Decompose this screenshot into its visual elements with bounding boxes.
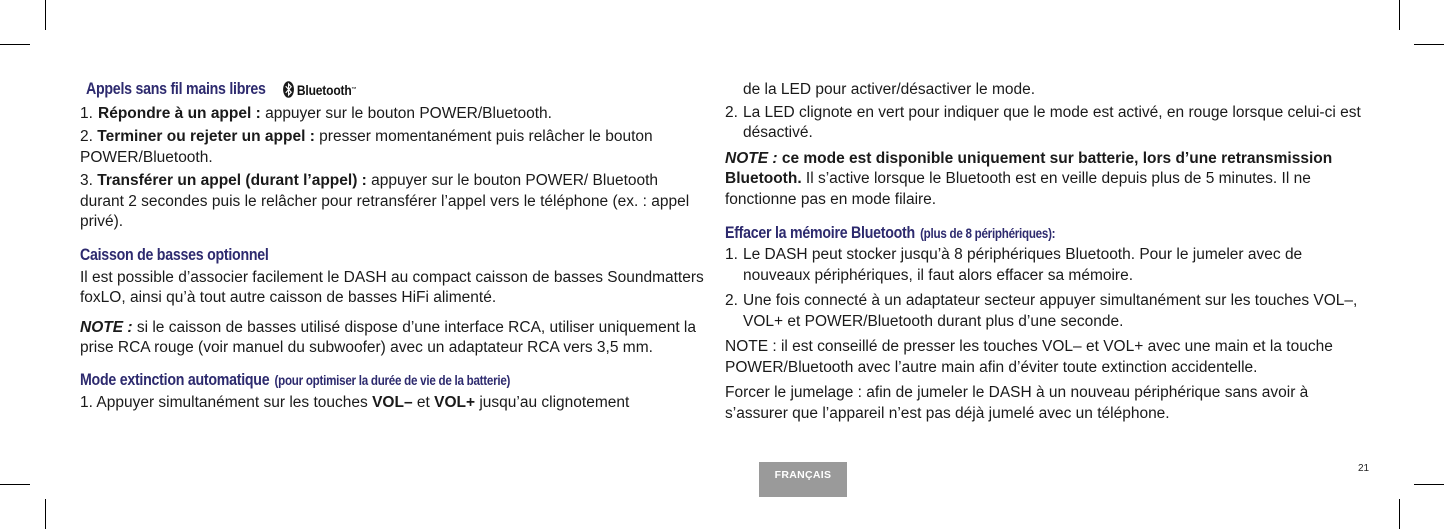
crop-mark [1399,499,1400,529]
bluetooth-wordmark: Bluetooth™ [296,81,357,98]
list-item: 1. Répondre à un appel : appuyer sur le bouton POWER/Bluetooth. [80,104,552,122]
list-item: 2. Une fois connecté à un adaptateur secteur appuyer simultanément sur les touches VOL–, VOL+ et POWER/Bluetooth durant plus d’une seconde. [725,292,1358,330]
crop-mark [1399,0,1400,30]
right-column [725,78,1365,424]
subwoofer-note: NOTE : si le caisson de basses utilisé dispose d’une interface RCA, utiliser uniquement la prise RCA rouge (voir manuel du subwoofer) avec un adaptateur RCA vers 3,5 mm. [80,318,696,357]
page-number: 21 [1358,463,1370,474]
bluetooth-icon [283,81,294,98]
bluetooth-logo [283,79,356,101]
erase-note: NOTE : il est conseillé de presser les touches VOL– et VOL+ avec une main et la touche POWER/Bluetooth avec l’autre main afin d’éviter toute extinction accidentelle. [725,338,1333,376]
erase-memory-heading: Effacer la mémoire Bluetooth (plus de 8 périphériques): [725,224,1056,242]
force-pairing-paragraph: Forcer le jumelage : afin de jumeler le DASH à un nouveau périphérique sans avoir à s’assurer que l’appareil n’est pas déjà jumelé avec un téléphone. [725,384,1309,422]
crop-mark [0,44,30,45]
list-item: 2. La LED clignote en vert pour indiquer que le mode est activé, en rouge lorsque celui-ci est désactivé. [725,103,1361,141]
auto-off-continuation: de la LED pour activer/désactiver le mode. [743,81,1036,98]
battery-note: NOTE : ce mode est disponible uniquement sur batterie, lors d’une retransmission Bluetooth. Il s’active lorsque le Bluetooth est en veille depuis plus de 5 minutes. Il ne fonctionne pas en mode filaire. [725,149,1333,208]
list-item: 2. Terminer ou rejeter un appel : presser momentanément puis relâcher le bouton POWER/Bluetooth. [80,128,653,166]
subwoofer-paragraph: Il est possible d’associer facilement le DASH au compact caisson de basses Soundmatters foxLO, ainsi qu’à tout autre caisson de basses HiFi alimenté. [80,268,704,307]
list-item: 3. Transférer un appel (durant l’appel) : appuyer sur le bouton POWER/ Bluetooth durant 2 secondes puis le relâcher pour retransférer l’appel vers le téléphone (ex. : appel privé). [80,172,690,231]
handsfree-title: Appels sans fil mains libres [86,80,266,98]
crop-mark [45,499,46,529]
crop-mark [45,0,46,30]
list-item: 1. Le DASH peut stocker jusqu’à 8 périphériques Bluetooth. Pour le jumeler avec de nouveaux périphériques, il faut alors effacer sa mémoire. [725,246,1303,284]
left-column [80,78,705,413]
subwoofer-heading: Caisson de basses optionnel [80,245,269,264]
auto-off-step: 1. Appuyer simultanément sur les touches VOL– et VOL+ jusqu’au clignotement [80,393,630,411]
crop-mark [1414,484,1444,485]
crop-mark [1414,44,1444,45]
crop-mark [0,484,30,485]
auto-off-heading: Mode extinction automatique (pour optimiser la durée de vie de la batterie) [80,370,511,389]
language-badge: FRANÇAIS [759,462,847,497]
handsfree-heading [86,78,618,101]
